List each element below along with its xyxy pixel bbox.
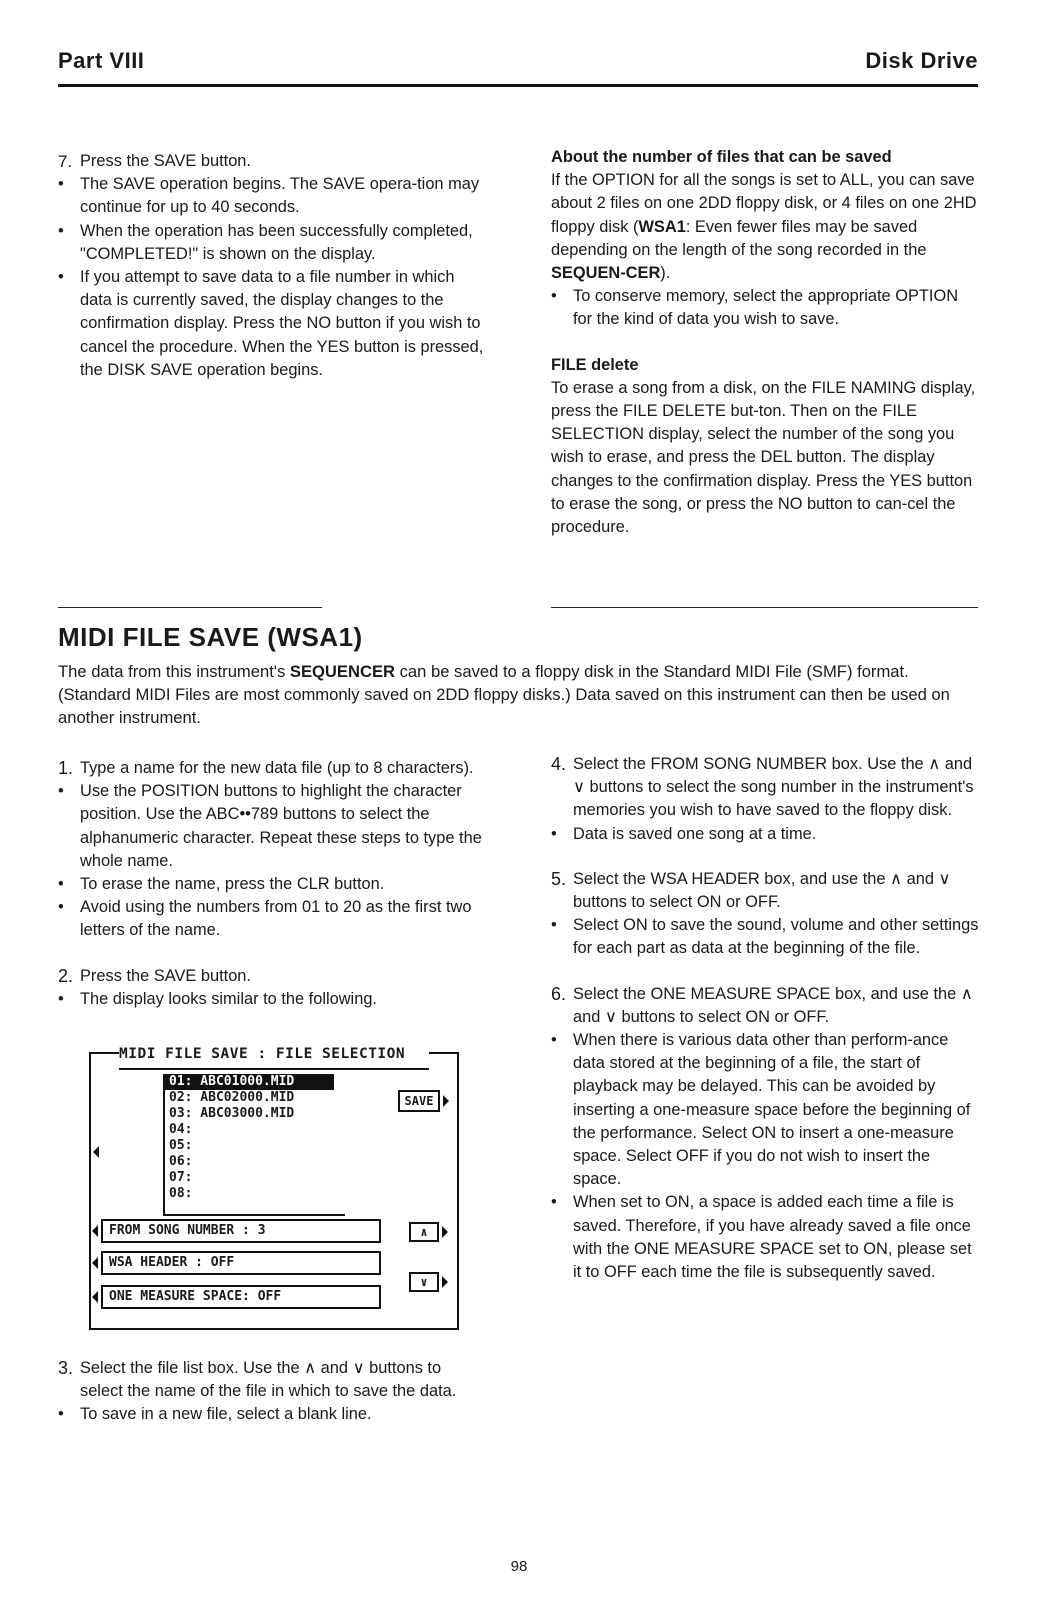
- lcd-title: MIDI FILE SAVE : FILE SELECTION: [119, 1046, 429, 1070]
- save-button[interactable]: SAVE: [398, 1090, 440, 1112]
- step-2: 2. Press the SAVE button.: [58, 965, 251, 986]
- lcd-display: [89, 1046, 459, 1330]
- file-list[interactable]: [163, 1074, 345, 1216]
- wsa-header-field[interactable]: WSA HEADER : OFF: [101, 1251, 381, 1275]
- file-list-row[interactable]: 03: ABC03000.MID: [169, 1106, 295, 1121]
- list-item: • Avoid using the numbers from 01 to 20 as the first two letters of the name.: [58, 898, 472, 940]
- down-button[interactable]: ∨: [409, 1272, 439, 1292]
- header-part-label: Part VIII: [58, 48, 145, 73]
- left-arrow-icon: [92, 1225, 98, 1237]
- section-rule-left: [58, 607, 322, 608]
- list-item: • Data is saved one song at a time.: [551, 824, 817, 843]
- list-item: • The SAVE operation begins. The SAVE opera-tion may continue for up to 40 seconds.: [58, 175, 480, 217]
- list-item: • Use the POSITION buttons to highlight the character position. Use the ABC••789 buttons to select the alphanumeric character. Repeat these steps to type the whole name.: [58, 782, 482, 870]
- file-list-row[interactable]: 02: ABC02000.MID: [169, 1090, 295, 1105]
- right-arrow-icon: [443, 1095, 449, 1107]
- step-3: 3. Select the file list box. Use the ∧ and ∨ buttons to select the name of the file in which to save the data.: [58, 1358, 457, 1401]
- left-arrow-icon: [92, 1291, 98, 1303]
- file-list-row[interactable]: 07:: [169, 1170, 193, 1185]
- section-rule-right: [551, 607, 978, 608]
- left-top-column: [58, 150, 486, 382]
- list-item: • When set to ON, a space is added each time a file is saved. Therefore, if you have already saved a file once with the ONE MEASURE SPACE set to ON, please set it to OFF each time the file is subsequently saved.: [551, 1193, 972, 1282]
- left-bottom-column: [58, 757, 486, 1011]
- list-item: • To erase the name, press the CLR button.: [58, 875, 385, 894]
- step-5: 5. Select the WSA HEADER box, and use the ∧ and ∨ buttons to select ON or OFF.: [551, 868, 951, 912]
- up-button[interactable]: ∧: [409, 1222, 439, 1242]
- header-rule: [58, 84, 978, 87]
- left-arrow-icon: [93, 1146, 99, 1158]
- list-item: • When the operation has been successfully completed, "COMPLETED!" is shown on the display.: [58, 221, 473, 263]
- from-song-number-field[interactable]: FROM SONG NUMBER : 3: [101, 1219, 381, 1243]
- list-item: • To conserve memory, select the appropriate OPTION for the kind of data you wish to save.: [551, 287, 959, 329]
- step-7-text: Press the SAVE button.: [80, 152, 251, 170]
- file-list-row[interactable]: 01: ABC01000.MID: [165, 1074, 334, 1090]
- about-paragraph: If the OPTION for all the songs is set to ALL, you can save about 2 files on one 2DD floppy disk, or 4 files on one 2HD floppy disk (WSA1: Even fewer files may be saved depending on the length of the song recorded in the SEQUEN-CER).: [551, 171, 977, 283]
- file-list-row[interactable]: 06:: [169, 1154, 193, 1169]
- one-measure-space-field[interactable]: ONE MEASURE SPACE: OFF: [101, 1285, 381, 1309]
- section-title: MIDI FILE SAVE (WSA1): [58, 622, 363, 652]
- list-item: • When there is various data other than perform-ance data stored at the beginning of a file, the start of playback may be delayed. This can be avoided by inserting a one-measure space before the beginning of the performance. Select ON to insert a one-measure space. Select OFF if you do not wish to insert the space.: [551, 1031, 971, 1189]
- right-bottom-column: [551, 753, 979, 1284]
- header-section-label: Disk Drive: [865, 48, 978, 73]
- list-item: • The display looks similar to the following.: [58, 989, 377, 1008]
- section-intro: The data from this instrument's SEQUENCER can be saved to a floppy disk in the Standard MIDI File (SMF) format. (Standard MIDI Files are most commonly saved on 2DD floppy disks.) Data saved on this instrument can then be used on another instrument.: [58, 662, 950, 728]
- file-delete-paragraph: To erase a song from a disk, on the FILE NAMING display, press the FILE DELETE but-ton. Then on the FILE SELECTION display, select the number of the song you wish to erase, and press the DEL button. The display changes to the confirmation display. Press the YES button to erase the song, or press the NO button to can-cel the procedure.: [551, 378, 976, 537]
- right-arrow-icon: [442, 1226, 448, 1238]
- about-heading: About the number of files that can be saved: [551, 148, 892, 166]
- file-list-row[interactable]: 05:: [169, 1138, 193, 1153]
- step-6: 6. Select the ONE MEASURE SPACE box, and use the ∧ and ∨ buttons to select ON or OFF.: [551, 983, 973, 1026]
- page-number: 98: [510, 1558, 528, 1575]
- file-list-row[interactable]: 04:: [169, 1122, 193, 1137]
- step-1: 1. Type a name for the new data file (up to 8 characters).: [58, 758, 474, 778]
- list-item: • If you attempt to save data to a file number in which data is currently saved, the display changes to the confirmation display. Press the NO button if you wish to cancel the procedure. When the YES button is pressed, the DISK SAVE operation begins.: [58, 268, 484, 379]
- right-arrow-icon: [442, 1276, 448, 1288]
- file-delete-heading: FILE delete: [551, 355, 639, 374]
- list-item: • Select ON to save the sound, volume and other settings for each part as data at the beginning of the file.: [551, 916, 979, 958]
- step-7: 7. Press the SAVE button.: [58, 152, 251, 171]
- left-arrow-icon: [92, 1257, 98, 1269]
- list-item: • To save in a new file, select a blank line.: [58, 1405, 372, 1424]
- right-top-column: [551, 146, 977, 539]
- left-step-3: [58, 1357, 488, 1427]
- step-4: 4. Select the FROM SONG NUMBER box. Use the ∧ and ∨ buttons to select the song number in the instrument's memories you wish to have saved to the floppy disk.: [551, 754, 974, 820]
- file-list-row[interactable]: 08:: [169, 1186, 193, 1201]
